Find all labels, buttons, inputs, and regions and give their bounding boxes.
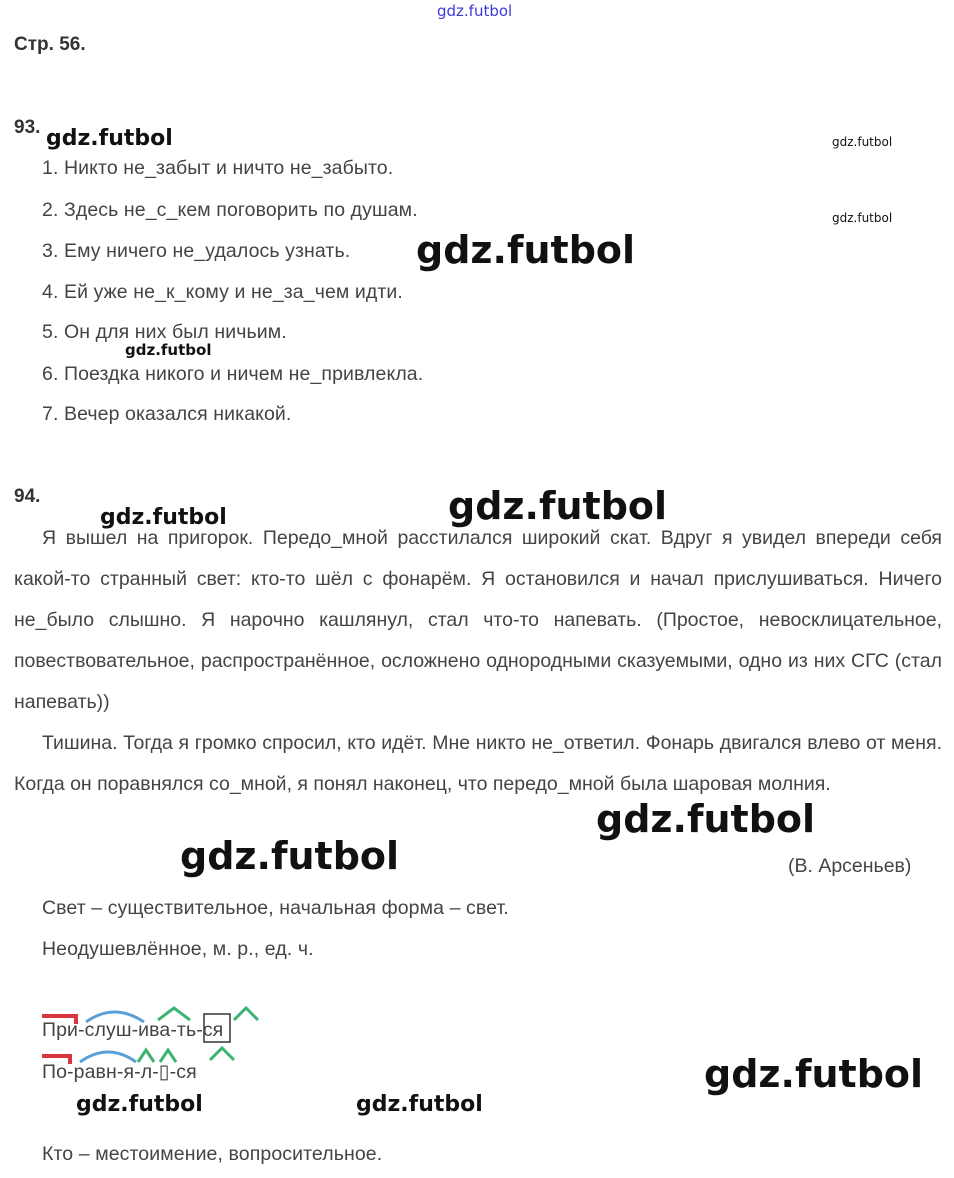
ex93-line-1: 1. Никто не_забыт и ничто не_забыто. [42, 157, 394, 179]
morpheme-word-1: При-слуш-ива-ть-ся [42, 1019, 224, 1041]
ex93-line-7: 7. Вечер оказался никакой. [42, 403, 292, 425]
watermark[interactable]: gdz.futbol [100, 505, 227, 530]
watermark[interactable]: gdz.futbol [596, 797, 816, 841]
ex93-line-3: 3. Ему ничего не_удалось узнать. [42, 240, 351, 262]
watermark[interactable]: gdz.futbol [448, 484, 668, 528]
morpheme-word-2: По-равн-я-л-▯-ся [42, 1061, 197, 1083]
watermark[interactable]: gdz.futbol [704, 1052, 924, 1096]
exercise-94-number: 94. [14, 486, 41, 507]
page-header: Стр. 56. [14, 34, 86, 55]
watermark[interactable]: gdz.futbol [356, 1092, 483, 1117]
watermark[interactable]: gdz.futbol [46, 126, 173, 151]
watermark[interactable]: gdz.futbol [76, 1092, 203, 1117]
morph-line-1: Свет – существительное, начальная форма – свет. [42, 897, 509, 919]
watermark[interactable]: gdz.futbol [832, 211, 893, 225]
source-author: (В. Арсеньев) [788, 855, 912, 877]
ex94-paragraph-2: Тишина. Тогда я громко спросил, кто идёт. Мне никто не_ответил. Фонарь двигался влево от меня. Когда он поравнялся со_мной, я понял наконец, что передо_мной была шаровая молния. [14, 732, 942, 795]
watermark[interactable]: gdz.futbol [832, 135, 893, 149]
morph-line-3: Кто – местоимение, вопросительное. [42, 1143, 383, 1165]
ex93-line-2: 2. Здесь не_с_кем поговорить по душам. [42, 199, 418, 221]
exercise-93-number: 93. [14, 117, 41, 138]
ex93-line-4: 4. Ей уже не_к_кому и не_за_чем идти. [42, 281, 403, 303]
suffix-mark-1b [234, 1008, 258, 1020]
suffix-mark-2c [210, 1048, 234, 1060]
watermark-top[interactable]: gdz.futbol [437, 2, 513, 20]
ex94-paragraph-1: Я вышел на пригорок. Передо_мной расстилался широкий скат. Вдруг я увидел впереди себя какой-то странный свет: кто-то шёл с фонарём. Я остановился и начал прислушиваться. Ничего не_было слышно. Я нарочно кашлянул, стал что-то напевать. (Простое, невосклицательное, повествовательное, распространённое, осложнено однородными сказуемыми, одно из них СГС (стал напевать)) [14, 527, 942, 713]
ex93-line-5: 5. Он для них был ничьим. [42, 321, 287, 343]
watermark[interactable]: gdz.futbol [125, 341, 212, 359]
ex93-line-6: 6. Поездка никого и ничем не_привлекла. [42, 363, 424, 385]
watermark[interactable]: gdz.futbol [180, 834, 400, 878]
watermark[interactable]: gdz.futbol [416, 228, 636, 272]
morph-line-2: Неодушевлённое, м. р., ед. ч. [42, 938, 314, 960]
